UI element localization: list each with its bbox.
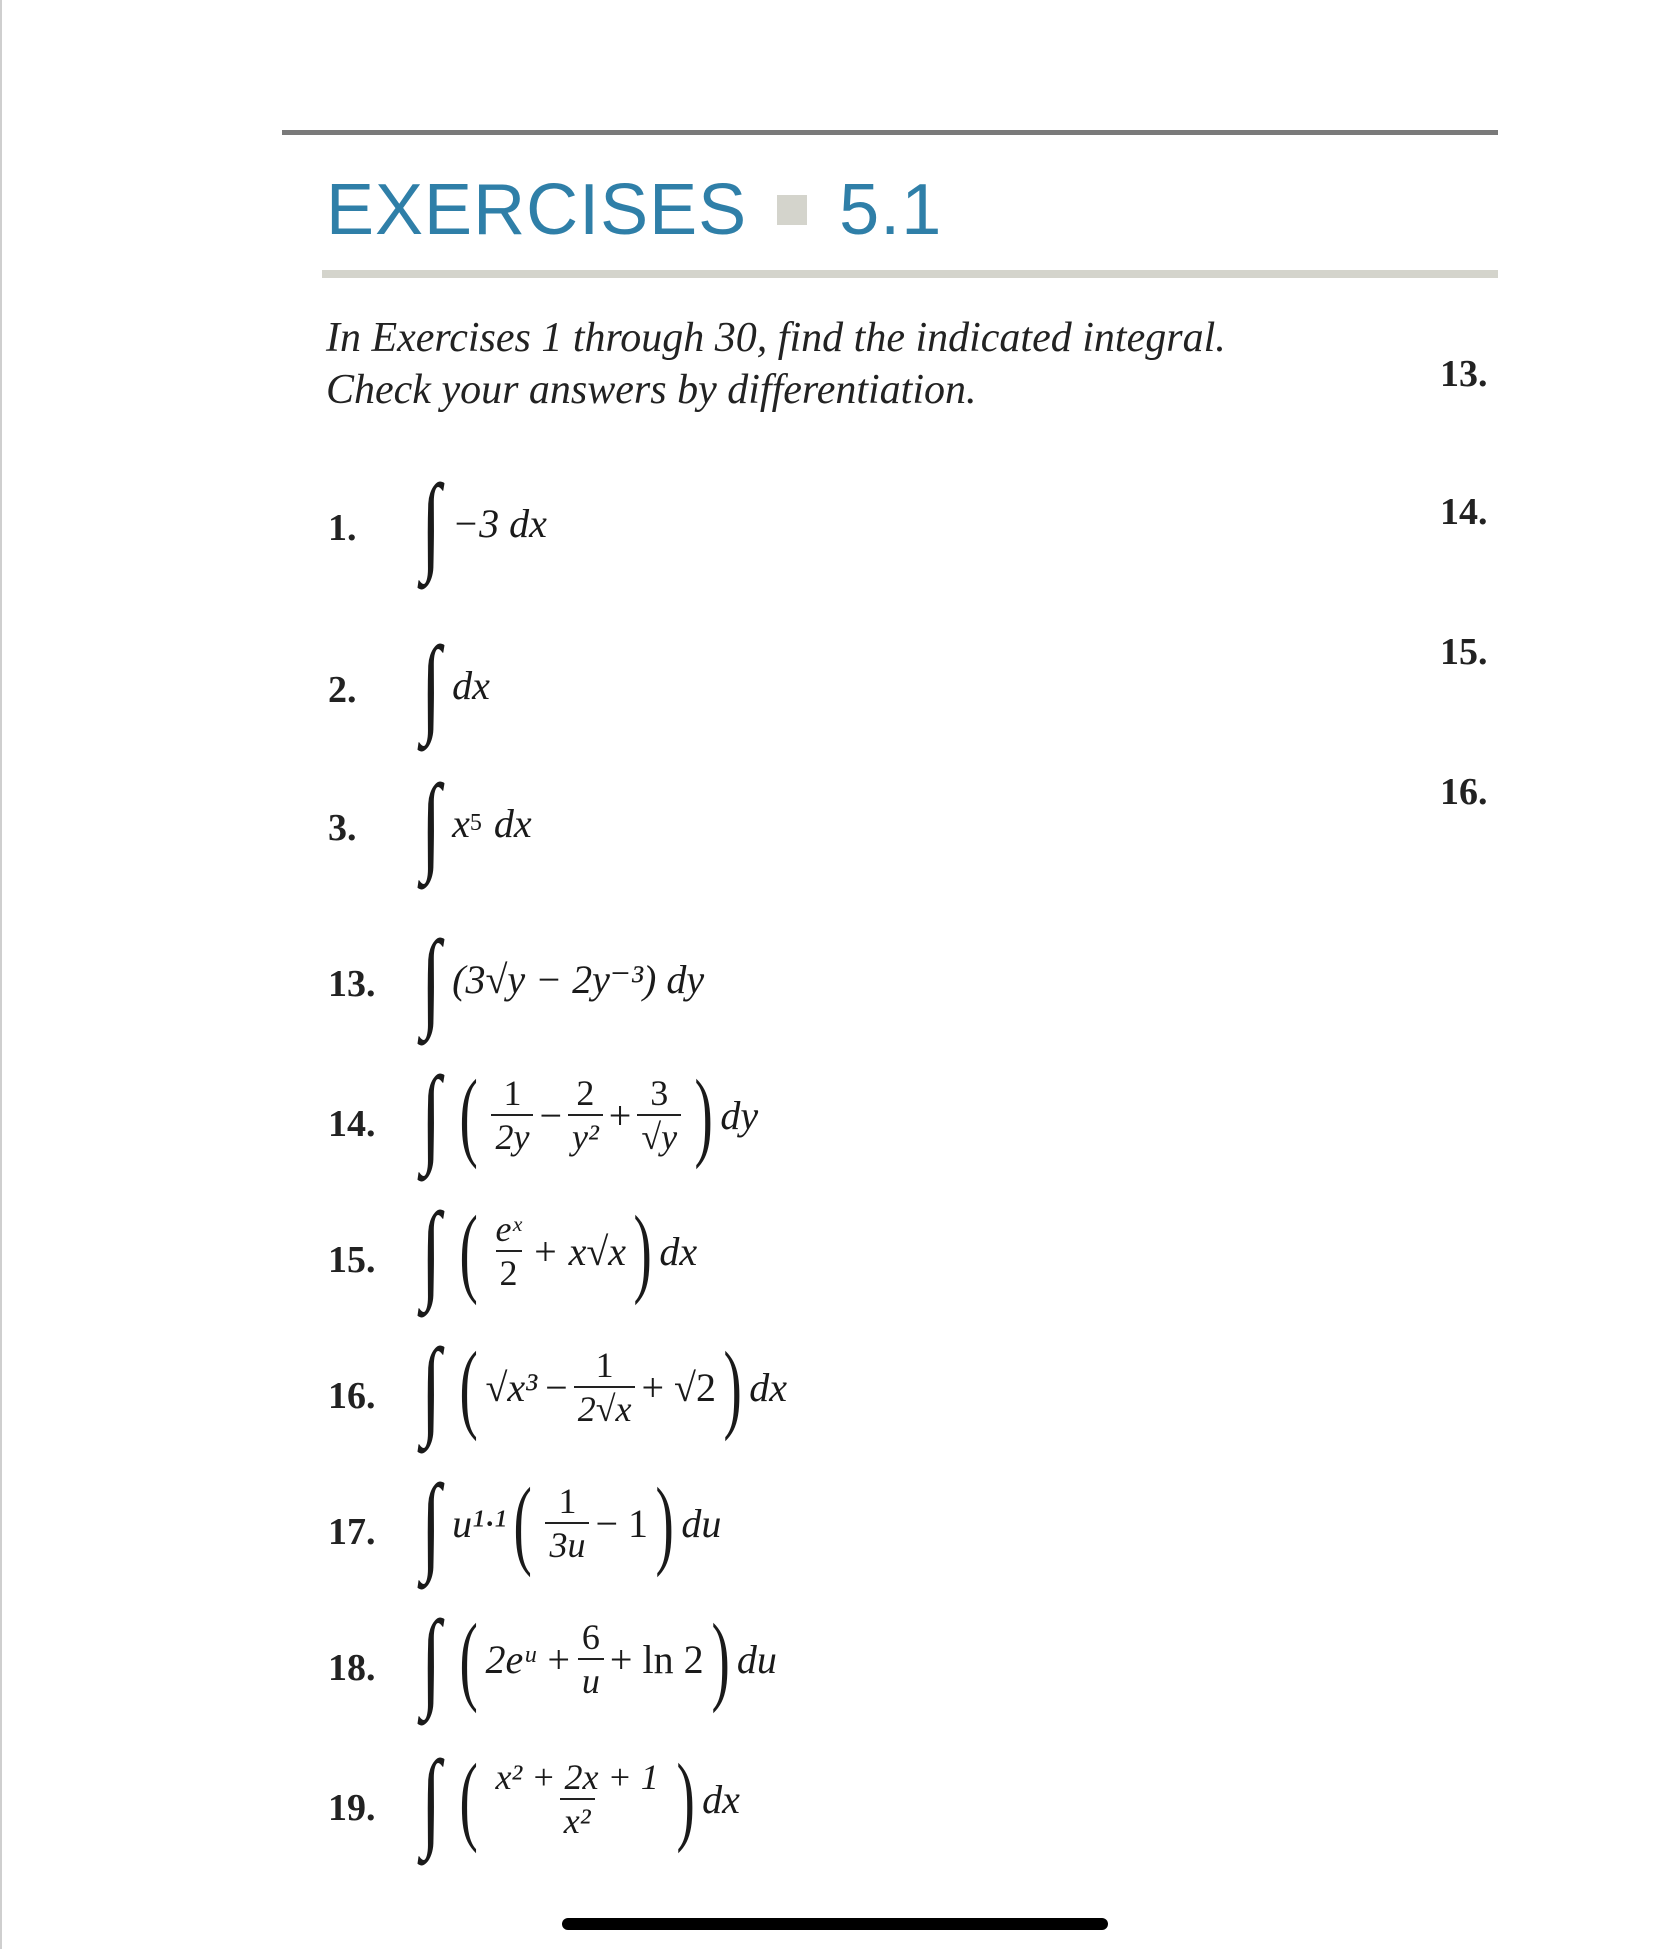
exercise-number: 17.: [328, 1511, 376, 1553]
fraction: [491, 1756, 662, 1842]
left-paren: (: [459, 1331, 478, 1442]
exercise-expression: [416, 1326, 788, 1448]
exercise-expression: [416, 1054, 759, 1176]
exercise-number: 2.: [328, 669, 357, 711]
differential: dx: [702, 1776, 740, 1822]
heading-square-icon: [777, 195, 807, 225]
integrand-head: u¹·¹: [452, 1500, 507, 1546]
instructions: [326, 312, 1226, 416]
exercise-expression: [416, 1738, 740, 1860]
numerator: 1: [595, 1345, 614, 1385]
exercise-number: 19.: [328, 1787, 376, 1829]
integrand-head: √x³: [485, 1364, 538, 1410]
section-heading: [326, 170, 942, 250]
differential: dx: [659, 1228, 698, 1274]
left-paren: (: [459, 1195, 478, 1306]
home-indicator[interactable]: [562, 1918, 1108, 1930]
differential: dx: [749, 1364, 788, 1410]
exercise-number: 13.: [328, 963, 376, 1005]
instructions-line-2: Check your answers by differentiation.: [326, 367, 977, 413]
page-left-edge: [0, 0, 2, 1949]
denominator: x²: [560, 1798, 595, 1842]
integrand-tail: + ln 2: [609, 1636, 704, 1682]
exercise-expression: [416, 918, 705, 1040]
fraction: [568, 1072, 603, 1158]
exercise-number: 18.: [328, 1647, 376, 1689]
side-number: 14.: [1440, 491, 1488, 533]
integral-sign: ∫: [421, 762, 441, 884]
integral-sign: ∫: [421, 624, 441, 746]
exercise-expression: [416, 624, 490, 746]
heading-underline: [322, 270, 1498, 278]
side-number: 13.: [1440, 353, 1488, 395]
left-paren: (: [459, 1603, 478, 1714]
minus-sign: −: [545, 1364, 568, 1410]
integrand: (3√y − 2y⁻³) dy: [452, 956, 705, 1002]
denominator: y²: [568, 1114, 603, 1158]
numerator: 6: [581, 1617, 600, 1657]
heading-number: 5.1: [839, 170, 943, 250]
plus-sign: +: [608, 1092, 632, 1138]
integrand: dx: [452, 662, 490, 708]
exercise-expression: [416, 1462, 722, 1584]
instructions-line-1: In Exercises 1 through 30, find the indicated integral.: [326, 315, 1226, 361]
right-paren: ): [655, 1467, 674, 1578]
denominator: 3u: [545, 1522, 589, 1566]
denominator: √y: [637, 1114, 681, 1158]
right-paren: ): [633, 1195, 652, 1306]
integral-sign: ∫: [421, 1190, 441, 1312]
integral-sign: ∫: [421, 1054, 441, 1176]
left-paren: (: [459, 1743, 478, 1854]
exercise-number: 16.: [328, 1375, 376, 1417]
right-paren: ): [676, 1743, 695, 1854]
integral-sign: ∫: [421, 1738, 441, 1860]
integrand-tail: + x√x: [531, 1228, 627, 1274]
numerator: 1: [558, 1481, 577, 1521]
exercise-number: 14.: [328, 1103, 376, 1145]
right-paren: ): [711, 1603, 730, 1714]
left-paren: (: [459, 1059, 478, 1170]
fraction: [491, 1208, 525, 1294]
differential: dx: [493, 800, 532, 846]
side-number: 15.: [1440, 631, 1488, 673]
differential: du: [681, 1500, 722, 1546]
numerator: eˣ: [495, 1209, 522, 1249]
differential: dy: [720, 1092, 759, 1138]
exercise-number: 15.: [328, 1239, 376, 1281]
denominator: u: [578, 1658, 604, 1702]
numerator: 2: [576, 1073, 595, 1113]
exercise-expression: [416, 1190, 698, 1312]
integral-sign: ∫: [421, 1326, 441, 1448]
fraction: [637, 1072, 681, 1158]
fraction: [574, 1344, 636, 1430]
denominator: 2y: [491, 1114, 533, 1158]
integrand-tail: − 1: [595, 1500, 648, 1546]
heading-word: EXERCISES: [326, 170, 748, 250]
exercise-expression: [416, 762, 532, 884]
right-paren: ): [723, 1331, 742, 1442]
fraction: [545, 1480, 589, 1566]
denominator: 2: [496, 1250, 522, 1294]
integral-sign: ∫: [421, 462, 441, 584]
integrand-head: 2eᵘ +: [485, 1636, 572, 1682]
side-number: 16.: [1440, 771, 1488, 813]
integrand-tail: + √2: [641, 1364, 716, 1410]
top-rule: [282, 130, 1498, 135]
numerator: x² + 2x + 1: [495, 1757, 659, 1797]
numerator: 1: [503, 1073, 522, 1113]
denominator: 2√x: [574, 1386, 636, 1430]
exercise-number: 1.: [328, 507, 357, 549]
integrand-base: x: [452, 800, 470, 846]
integral-sign: ∫: [421, 1462, 441, 1584]
exercise-number: 3.: [328, 807, 357, 849]
minus-sign: −: [539, 1092, 562, 1138]
right-paren: ): [694, 1059, 713, 1170]
exercise-expression: [416, 1598, 777, 1720]
integral-sign: ∫: [421, 1598, 441, 1720]
exercise-expression: [416, 462, 547, 584]
integrand: −3 dx: [452, 500, 547, 546]
integral-sign: ∫: [421, 918, 441, 1040]
fraction: [578, 1616, 604, 1702]
numerator: 3: [650, 1073, 669, 1113]
fraction: [491, 1072, 533, 1158]
differential: du: [736, 1636, 777, 1682]
integrand-exponent: 5: [469, 809, 482, 836]
left-paren: (: [513, 1467, 532, 1578]
